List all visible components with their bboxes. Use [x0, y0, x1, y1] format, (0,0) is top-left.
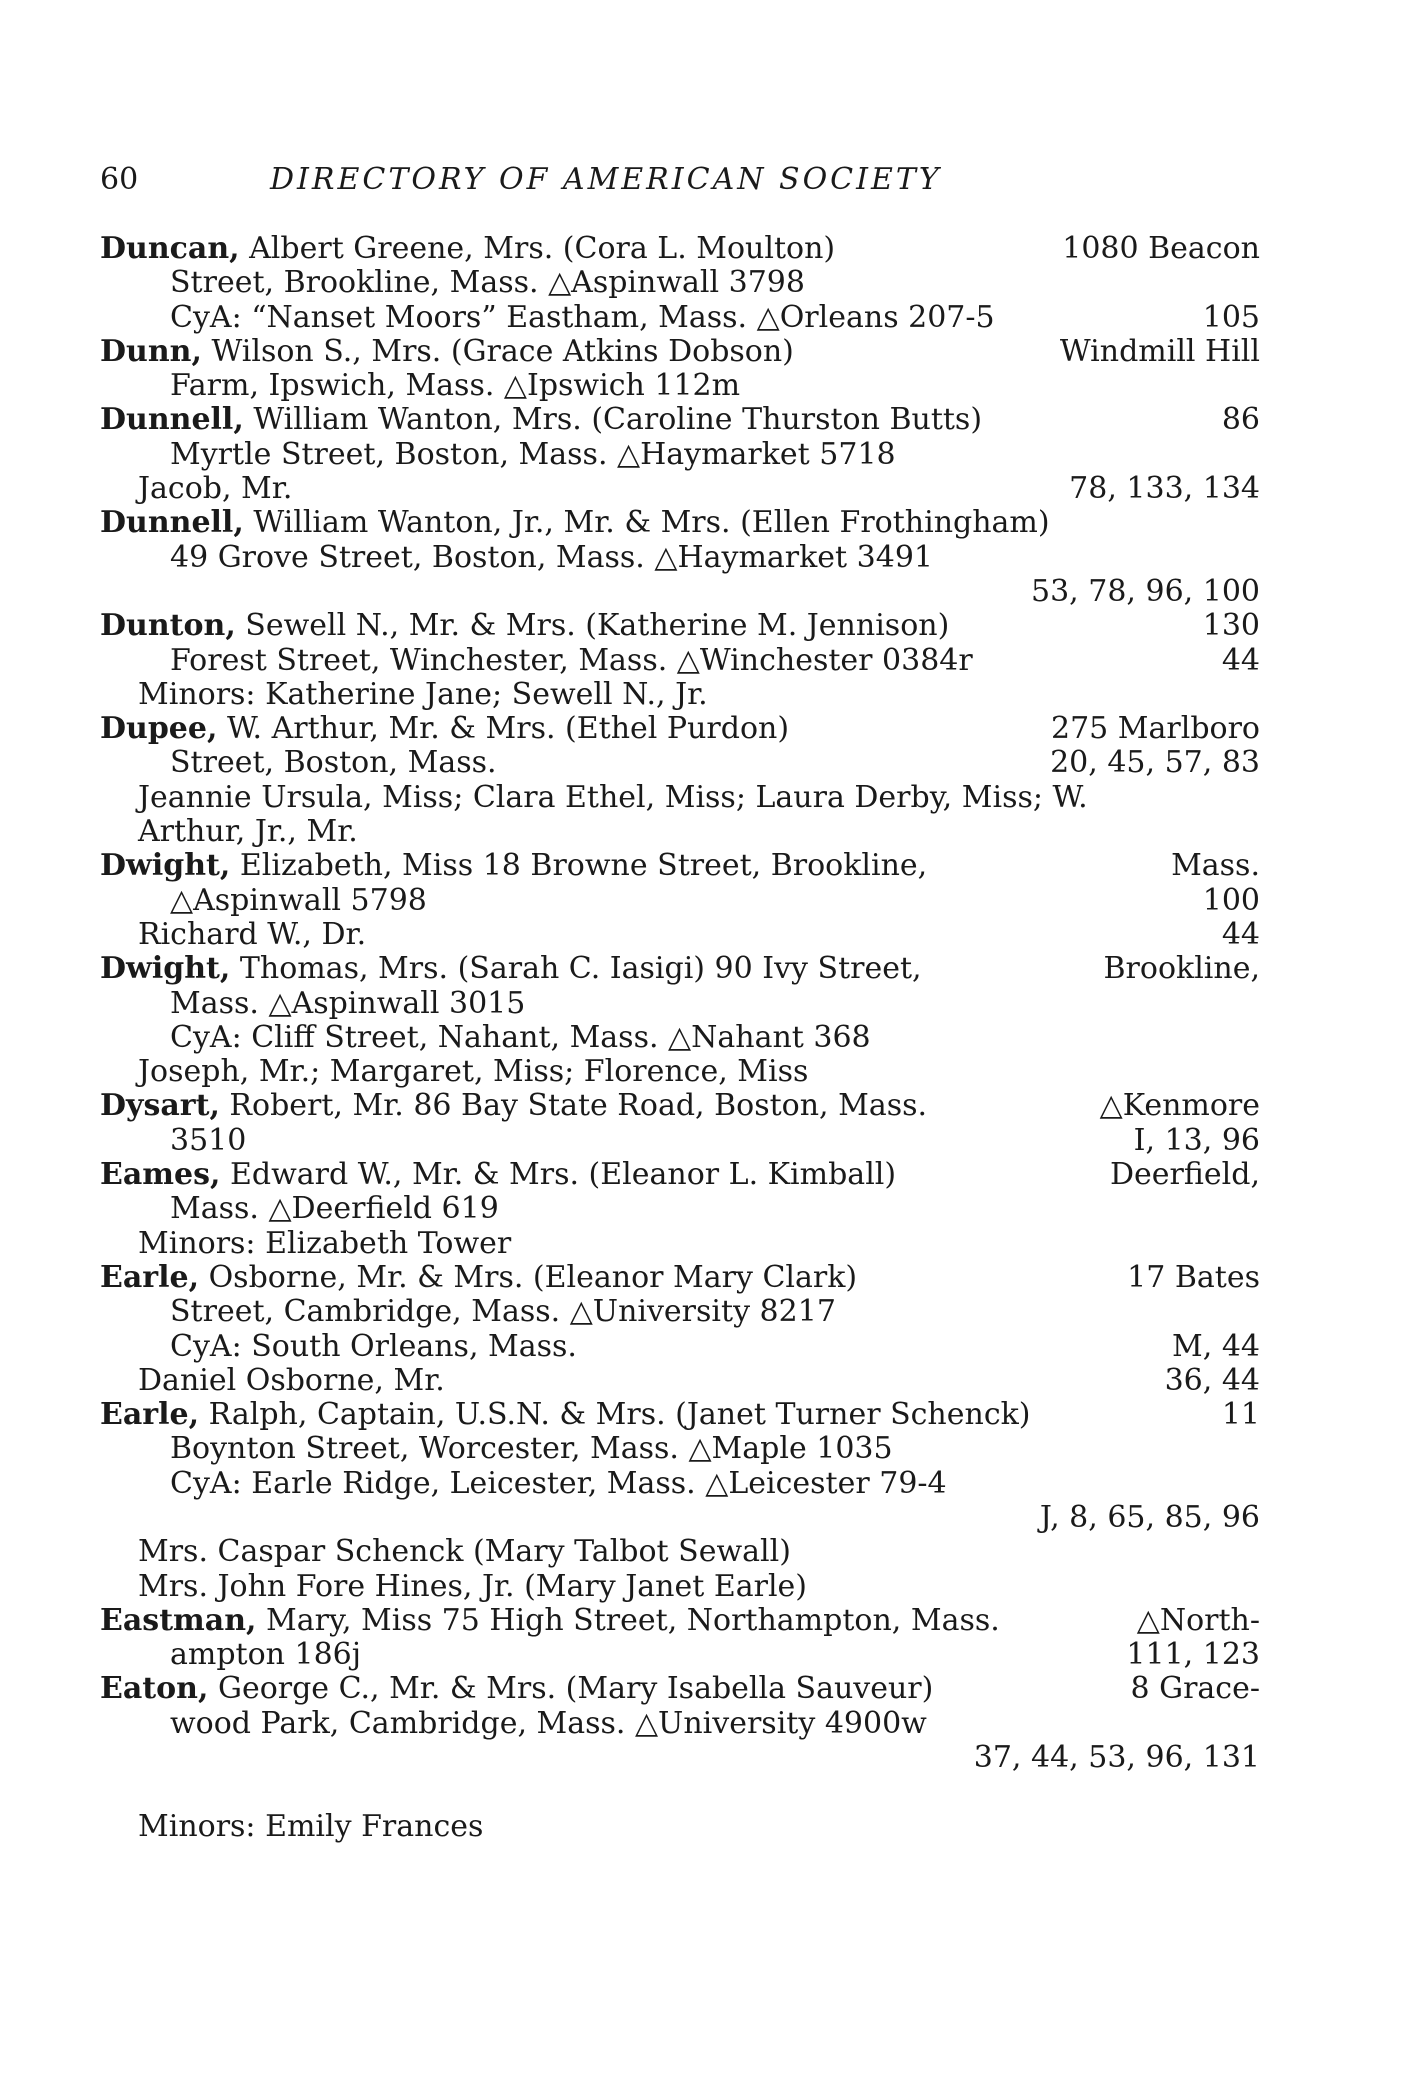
entry-right-text: 11: [1221, 1397, 1260, 1433]
entry-line: [100, 678, 1260, 712]
entry-heading-line: [100, 1398, 1260, 1432]
page-number: 60: [100, 162, 139, 197]
entry-detail: ampton 186j: [170, 1637, 362, 1673]
entry-detail: William Wanton, Mrs. (Caroline Thurston Butts): [243, 402, 983, 438]
entry-line: [100, 1810, 1260, 1844]
entry-heading-line: [100, 1261, 1260, 1295]
entry-text: [170, 746, 497, 780]
entry-line: [100, 1535, 1260, 1569]
entry-line: [100, 369, 1260, 403]
entry-detail: 49 Grove Street, Boston, Mass. △Haymarket 3491: [170, 539, 933, 575]
entry-right-text: Brookline,: [1103, 951, 1260, 987]
entry-text: [138, 472, 292, 506]
entry-detail: William Wanton, Jr., Mr. & Mrs. (Ellen Frothingham): [243, 505, 1050, 541]
surname: Dunnell,: [100, 505, 244, 541]
entry-line: [100, 987, 1260, 1021]
entry-detail: Myrtle Street, Boston, Mass. △Haymarket 5718: [170, 436, 896, 472]
entry-detail: wood Park, Cambridge, Mass. △University 4900w: [170, 1705, 927, 1741]
entry-text: [170, 1192, 499, 1226]
entry-right-text: 78, 133, 134: [1069, 471, 1260, 507]
entry-right-text: 8 Grace-: [1130, 1671, 1260, 1707]
entry-detail: Mass. △Deerfield 619: [170, 1191, 499, 1227]
entry-right-text: M, 44: [1172, 1328, 1260, 1364]
entry-text: [170, 1638, 361, 1672]
entry-text: [100, 1604, 1000, 1638]
entry-detail: Elizabeth, Miss 18 Browne Street, Brookline,: [230, 848, 928, 884]
entry-detail: Albert Greene, Mrs. (Cora L. Moulton): [239, 231, 836, 266]
entry-line: [100, 301, 1260, 335]
surname: Eames,: [100, 1157, 221, 1193]
entry-detail: Wilson S., Mrs. (Grace Atkins Dobson): [201, 333, 794, 369]
entry-text: [100, 1158, 896, 1192]
entry-right-text: 37, 44, 53, 96, 131: [973, 1740, 1260, 1776]
entry-detail: Ralph, Captain, U.S.N. & Mrs. (Janet Turner Schenck): [199, 1397, 1031, 1433]
entry-text: [170, 987, 525, 1021]
entry-detail: CyA: “Nanset Moors” Eastham, Mass. △Orleans 207-5: [170, 299, 995, 335]
entry-text: [100, 952, 922, 986]
entry-text: [170, 1467, 947, 1501]
entry-detail: Boynton Street, Worcester, Mass. △Maple 1035: [170, 1431, 893, 1467]
entry-right-text: Mass.: [1171, 848, 1260, 884]
entry-detail: George C., Mr. & Mrs. (Mary Isabella Sauveur): [208, 1671, 934, 1707]
entry-text: [100, 506, 1050, 540]
entry-line: [100, 644, 1260, 678]
entry-line: [100, 1570, 1260, 1604]
entry-heading-line: [100, 952, 1260, 986]
entry-text: [170, 541, 933, 575]
entry-text: [170, 1124, 246, 1158]
entry-line: [100, 918, 1260, 952]
entry-text: [100, 1398, 1031, 1432]
entry-text: [138, 815, 358, 849]
entry-text: [138, 1810, 483, 1844]
surname: Dunnell,: [100, 402, 244, 438]
entry-detail: Thomas, Mrs. (Sarah C. Iasigi) 90 Ivy Street,: [230, 951, 922, 987]
entry-line: [100, 1295, 1260, 1329]
entry-detail: Edward W., Mr. & Mrs. (Eleanor L. Kimball): [220, 1157, 897, 1193]
entry-detail: Farm, Ipswich, Mass. △Ipswich 112m: [170, 368, 741, 404]
entry-text: [100, 1089, 927, 1123]
entry-detail: Forest Street, Winchester, Mass. △Winchester 0384r: [170, 642, 973, 678]
entry-text: [100, 403, 982, 437]
entry-right-text: 36, 44: [1164, 1362, 1260, 1398]
entry-detail: CyA: Cliff Street, Nahant, Mass. △Nahant 368: [170, 1019, 871, 1055]
entry-heading-line: [100, 403, 1260, 437]
entry-heading-line: [100, 506, 1260, 540]
entry-line: [100, 1638, 1260, 1672]
entry-text: [100, 609, 949, 643]
entry-text: [170, 1295, 836, 1329]
entry-line: [100, 1501, 1260, 1535]
entry-detail: Mrs. Caspar Schenck (Mary Talbot Sewall): [138, 1534, 791, 1570]
entry-line: [100, 1775, 1260, 1809]
entry-line: [100, 1227, 1260, 1261]
entry-detail: Jeannie Ursula, Miss; Clara Ethel, Miss; Laura Derby, Miss; W.: [138, 779, 1088, 815]
entry-line: [100, 472, 1260, 506]
entry-text: [170, 1707, 927, 1741]
entry-right-text: Windmill Hill: [1059, 333, 1260, 369]
entry-text: [170, 1021, 871, 1055]
entry-text: [138, 1570, 807, 1604]
entry-heading-line: [100, 609, 1260, 643]
entry-detail: Street, Cambridge, Mass. △University 8217: [170, 1294, 836, 1330]
entry-line: [100, 815, 1260, 849]
entry-heading-line: [100, 232, 1260, 266]
entry-line: [100, 1741, 1260, 1775]
surname: Dunn,: [100, 333, 202, 369]
entry-heading-line: [100, 849, 1260, 883]
entry-line: [100, 1330, 1260, 1364]
entry-detail: Minors: Katherine Jane; Sewell N., Jr.: [138, 676, 708, 712]
entry-text: [138, 1055, 808, 1089]
entry-right-text: 86: [1221, 402, 1260, 438]
entry-detail: Minors: Emily Frances: [138, 1808, 484, 1844]
entry-detail: Jacob, Mr.: [138, 471, 293, 507]
entry-right-text: 53, 78, 96, 100: [1031, 573, 1260, 609]
entry-line: [100, 1364, 1260, 1398]
entry-text: [170, 438, 896, 472]
surname: Dupee,: [100, 711, 218, 747]
entry-detail: Joseph, Mr.; Margaret, Miss; Florence, Miss: [138, 1054, 809, 1090]
entry-text: [138, 918, 366, 952]
entry-text: [170, 644, 973, 678]
entry-detail: Minors: Elizabeth Tower: [138, 1225, 512, 1261]
entry-line: [100, 746, 1260, 780]
entry-detail: Street, Boston, Mass.: [170, 745, 497, 781]
entry-right-text: 44: [1221, 916, 1260, 952]
entry-right-text: 130: [1202, 608, 1260, 644]
entry-text: [170, 301, 995, 335]
entry-detail: Daniel Osborne, Mr.: [138, 1362, 445, 1398]
entry-line: [100, 438, 1260, 472]
entry-right-text: △Kenmore: [1099, 1088, 1260, 1124]
entry-text: [170, 369, 740, 403]
entry-detail: CyA: South Orleans, Mass.: [170, 1328, 577, 1364]
entry-right-text: 17 Bates: [1127, 1259, 1260, 1295]
entry-detail: Mass. △Aspinwall 3015: [170, 985, 526, 1021]
page-title: DIRECTORY OF AMERICAN SOCIETY: [270, 162, 942, 197]
entry-right-text: 20, 45, 57, 83: [1050, 745, 1260, 781]
surname: Duncan,: [100, 231, 240, 266]
directory-entries: [100, 232, 1260, 1844]
surname: Dysart,: [100, 1088, 220, 1124]
entry-line: [100, 1432, 1260, 1466]
surname: Dwight,: [100, 951, 231, 987]
entry-detail: Mrs. John Fore Hines, Jr. (Mary Janet Earle): [138, 1568, 807, 1604]
entry-right-text: 111, 123: [1126, 1637, 1260, 1673]
entry-line: [100, 1707, 1260, 1741]
entry-line: [100, 1055, 1260, 1089]
entry-heading-line: [100, 1158, 1260, 1192]
entry-text: [100, 849, 927, 883]
entry-text: [100, 335, 794, 369]
surname: Eaton,: [100, 1671, 209, 1707]
entry-detail: Osborne, Mr. & Mrs. (Eleanor Mary Clark): [199, 1259, 858, 1295]
entry-heading-line: [100, 335, 1260, 369]
surname: Earle,: [100, 1397, 200, 1433]
entry-right-text: 100: [1202, 882, 1260, 918]
entry-text: [138, 1535, 791, 1569]
entry-heading-line: [100, 1089, 1260, 1123]
entry-detail: Arthur, Jr., Mr.: [138, 814, 358, 850]
entry-text: [170, 266, 805, 300]
entry-detail: △Aspinwall 5798: [170, 882, 427, 918]
entry-heading-line: [100, 712, 1260, 746]
entry-right-text: I, 13, 96: [1133, 1122, 1260, 1158]
entry-text: [138, 1364, 445, 1398]
entry-detail: CyA: Earle Ridge, Leicester, Mass. △Leicester 79-4: [170, 1465, 947, 1501]
entry-heading-line: [100, 1604, 1260, 1638]
entry-text: [100, 232, 835, 266]
entry-detail: Street, Brookline, Mass. △Aspinwall 3798: [170, 265, 805, 301]
surname: Eastman,: [100, 1602, 257, 1638]
entry-detail: Robert, Mr. 86 Bay State Road, Boston, Mass.: [219, 1088, 928, 1124]
entry-heading-line: [100, 1672, 1260, 1706]
entry-text: [100, 1261, 857, 1295]
entry-right-text: △North-: [1136, 1602, 1260, 1638]
entry-detail: W. Arthur, Mr. & Mrs. (Ethel Purdon): [217, 711, 790, 747]
entry-line: [100, 1467, 1260, 1501]
entry-text: [138, 781, 1088, 815]
entry-line: [100, 541, 1260, 575]
entry-line: [100, 266, 1260, 300]
entry-line: [100, 1192, 1260, 1226]
entry-detail: Richard W., Dr.: [138, 916, 367, 952]
entry-text: [170, 884, 427, 918]
page-header: [100, 160, 1260, 200]
entry-right-text: Deerfield,: [1110, 1157, 1260, 1193]
entry-right-text: 44: [1221, 642, 1260, 678]
entry-right-text: 1080 Beacon: [1062, 231, 1260, 266]
entry-right-text: 105: [1202, 299, 1260, 335]
entry-line: [100, 884, 1260, 918]
entry-detail: Mary, Miss 75 High Street, Northampton, Mass.: [256, 1602, 1000, 1638]
entry-line: [100, 781, 1260, 815]
entry-line: [100, 1021, 1260, 1055]
surname: Dunton,: [100, 608, 236, 644]
entry-text: [170, 1432, 893, 1466]
entry-text: [138, 1227, 511, 1261]
entry-text: [138, 678, 708, 712]
entry-right-text: 275 Marlboro: [1050, 711, 1260, 747]
entry-text: [170, 1330, 577, 1364]
entry-detail: 3510: [170, 1122, 247, 1158]
entry-text: [100, 712, 789, 746]
entry-right-text: J, 8, 65, 85, 96: [1039, 1499, 1260, 1535]
entry-detail: Sewell N., Mr. & Mrs. (Katherine M. Jennison): [235, 608, 950, 644]
surname: Dwight,: [100, 848, 231, 884]
entry-line: [100, 575, 1260, 609]
entry-text: [100, 1672, 933, 1706]
surname: Earle,: [100, 1259, 200, 1295]
entry-line: [100, 1124, 1260, 1158]
